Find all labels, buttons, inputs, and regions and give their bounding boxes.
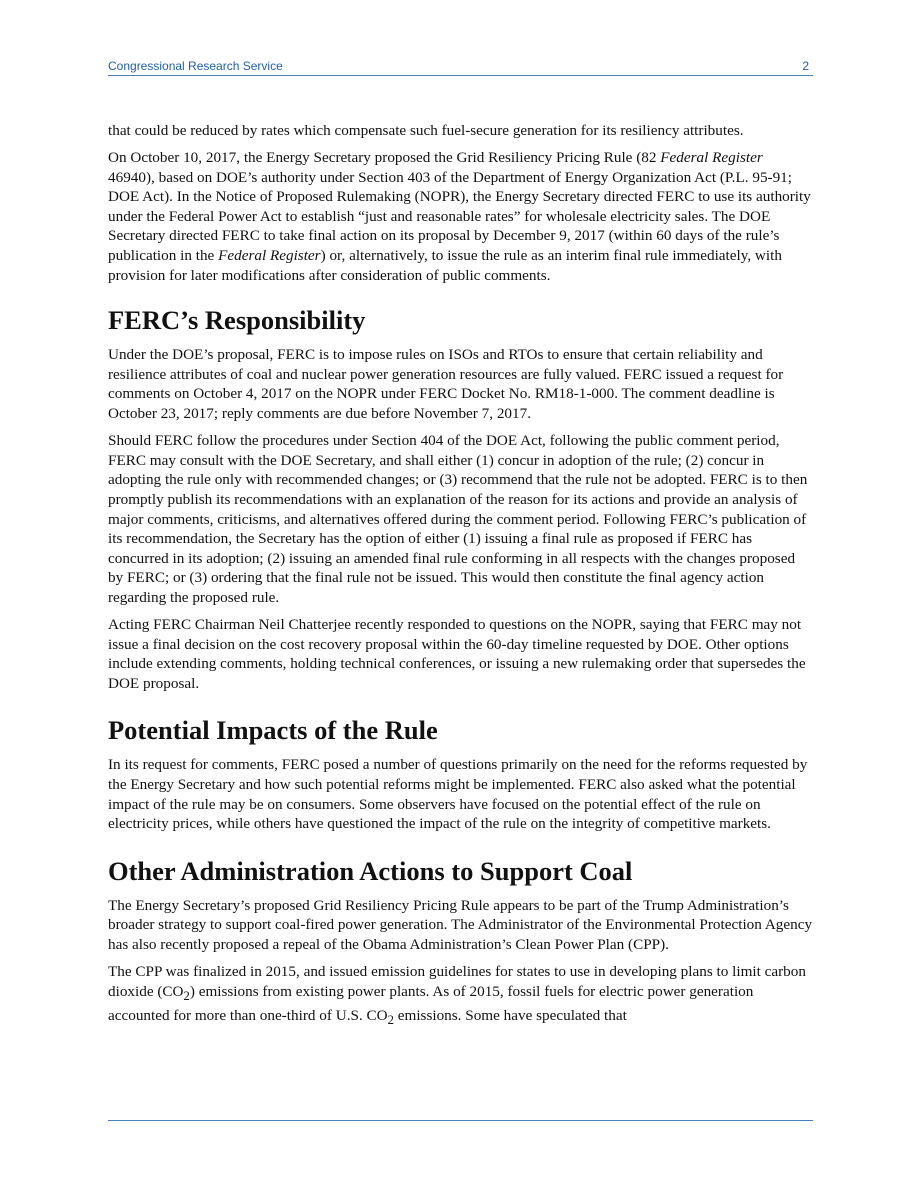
citation-italic: Federal Register (218, 247, 321, 265)
subscript: 2 (387, 1013, 394, 1028)
section-heading: FERC’s Responsibility (108, 305, 366, 336)
footer-divider (108, 1120, 813, 1121)
paragraph: Under the DOE’s proposal, FERC is to impose rules on ISOs and RTOs to ensure that certain reliability and resilience attributes of coal and nuclear power generation resources are fully valued. FERC issued a request for comments on October 4, 2017 on the NOPR under FERC Docket No. RM18-1-000. The comment deadline is October 23, 2017; reply comments are due before November 7, 2017. (108, 346, 784, 423)
citation-italic: Federal Register (660, 149, 763, 167)
subscript: 2 (183, 988, 190, 1003)
header-title: Congressional Research Service (108, 59, 283, 73)
paragraph: Acting FERC Chairman Neil Chatterjee recently responded to questions on the NOPR, saying that FERC may not issue a final decision on the cost recovery proposal within the 60-day timeline requested by DOE. Other options include extending comments, holding technical conferences, or issuing a new rulemaking order that supersedes the DOE proposal. (108, 615, 806, 692)
paragraph: that could be reduced by rates which compensate such fuel-secure generation for its resiliency attributes. (108, 122, 744, 139)
paragraph: The CPP was finalized in 2015, and issued emission guidelines for states to use in developing plans to limit carbon dioxide $(CO_2)$ emissions from existing power plants. As of 2015, fossil fuels for electric power generation accounted for more than one-third of U.S. $CO_2$ emissions. Some have speculated that (108, 963, 806, 1028)
paragraph: The Energy Secretary’s proposed Grid Resiliency Pricing Rule appears to be part of the Trump Administration’s broader strategy to support coal-fired power generation. The Administrator of the Environmental Protection Agency has also recently proposed a repeal of the Obama Administration’s Clean Power Plan (CPP). (108, 896, 813, 953)
paragraph: On October 10, 2017, the Energy Secretary proposed the Grid Resiliency Pricing Rule (82 Federal Register 46940), based on DOE’s authority under Section 403 of the Department of Energy Organization Act (P.L. 95-91; DOE Act). In the Notice of Proposed Rulemaking (NOPR), the Energy Secretary directed FERC to use its authority under the Federal Power Act to establish “just and reasonable rates” for wholesale electricity sales. The DOE Secretary directed FERC to take final action on its proposal by December 9, 2017 (within 60 days of the rule’s publication in the Federal Register) or, alternatively, to issue the rule as an interim final rule immediately, with provision for later modifications after consideration of public comments. (108, 149, 811, 284)
section-heading: Potential Impacts of the Rule (108, 715, 438, 746)
running-header (108, 59, 813, 76)
body-text (108, 121, 813, 1038)
paragraph: In its request for comments, FERC posed a number of questions primarily on the need for the reforms requested by the Energy Secretary and how such potential reforms might be implemented. FERC also asked what the potential impact of the rule may be on consumers. Some observers have focused on the potential effect of the rule on electricity prices, while others have questioned the impact of the rule on the integrity of competitive markets. (108, 756, 808, 833)
page-number: 2 (802, 59, 809, 73)
section-heading: Other Administration Actions to Support Coal (108, 855, 633, 886)
paragraph: Should FERC follow the procedures under Section 404 of the DOE Act, following the public comment period, FERC may consult with the DOE Secretary, and shall either (1) concur in adoption of the rule; (2) concur in adopting the rule only with recommended changes; or (3) recommend that the rule not be adopted. FERC is to then promptly publish its recommendations with an explanation of the reason for its actions and provide an analysis of major comments, criticisms, and alternatives offered during the comment period. Following FERC’s publication of its recommendation, the Secretary has the option of either (1) issuing a final rule as proposed if FERC has concurred in its adoption; (2) issuing an amended final rule conforming in all respects with the changes proposed by FERC; or (3) ordering that the final rule not be issued. This would then constitute the final agency action regarding the proposed rule. (108, 432, 808, 606)
